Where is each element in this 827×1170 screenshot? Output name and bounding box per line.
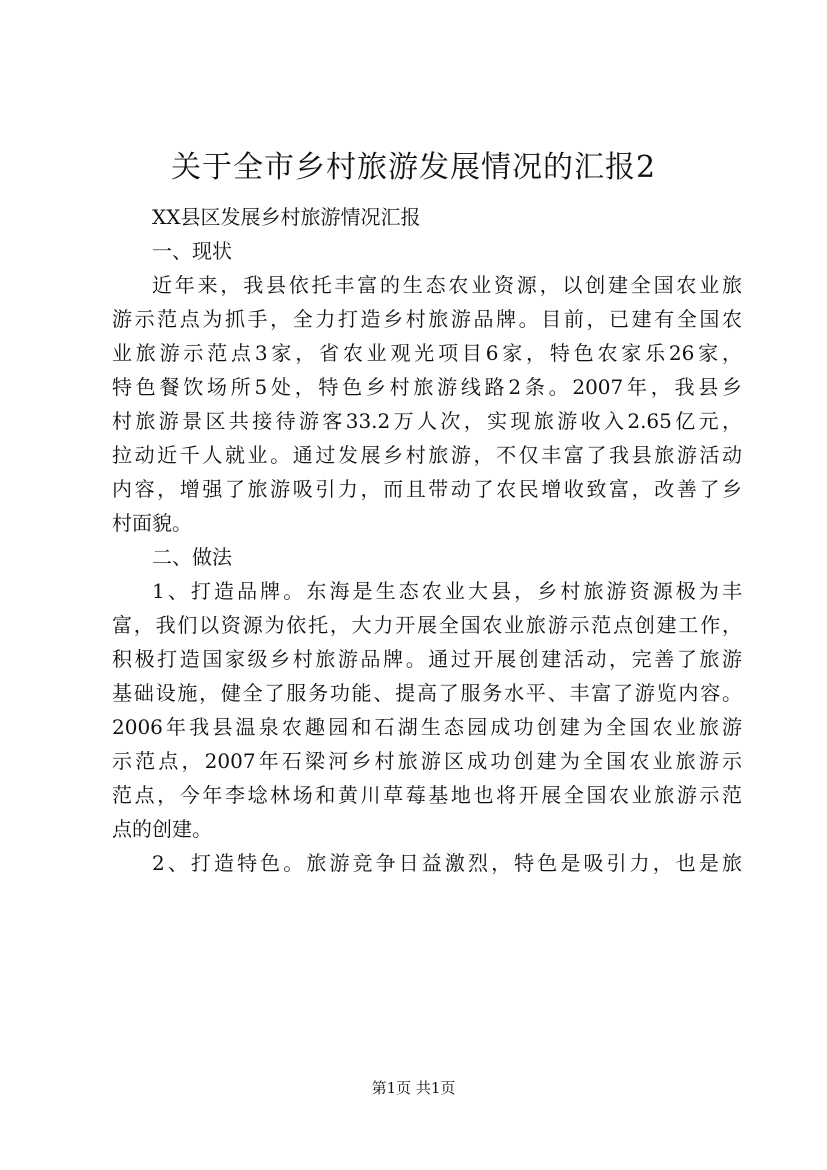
text-line: 拉动近千人就业。通过发展乡村旅游，不仅丰富了我县旅游活动 bbox=[112, 443, 742, 467]
text-line: 1、打造品牌。东海是生态农业大县，乡村旅游资源极为丰 bbox=[152, 579, 742, 603]
text-line: 近年来，我县依托丰富的生态农业资源，以创建全国农业旅 bbox=[152, 273, 742, 297]
text-line: 二、做法 bbox=[152, 545, 232, 569]
document-body bbox=[112, 200, 742, 880]
text-line: 内容，增强了旅游吸引力，而且带动了农民增收致富，改善了乡 bbox=[112, 477, 742, 501]
page-footer: 第1页 共1页 bbox=[371, 1079, 456, 1097]
text-line: 村旅游景区共接待游客33.2万人次，实现旅游收入2.65亿元， bbox=[112, 409, 742, 433]
text-line: 特色餐饮场所5处，特色乡村旅游线路2条。2007年，我县乡 bbox=[112, 375, 742, 399]
text-line: 村面貌。 bbox=[112, 511, 192, 535]
text-line: 点的创建。 bbox=[112, 817, 212, 841]
text-line: XX县区发展乡村旅游情况汇报 bbox=[152, 205, 421, 229]
text-line: 范点，今年李埝林场和黄川草莓基地也将开展全国农业旅游示范 bbox=[112, 783, 742, 807]
text-line: 一、现状 bbox=[152, 239, 232, 263]
text-line: 富，我们以资源为依托，大力开展全国农业旅游示范点创建工作， bbox=[112, 613, 742, 637]
text-line: 2006年我县温泉农趣园和石湖生态园成功创建为全国农业旅游 bbox=[112, 715, 742, 739]
text-line: 游示范点为抓手，全力打造乡村旅游品牌。目前，已建有全国农 bbox=[112, 307, 742, 331]
text-line: 示范点，2007年石梁河乡村旅游区成功创建为全国农业旅游示 bbox=[112, 749, 742, 773]
text-line: 2、打造特色。旅游竞争日益激烈，特色是吸引力，也是旅 bbox=[152, 851, 742, 875]
document-title: 关于全市乡村旅游发展情况的汇报2 bbox=[170, 150, 657, 185]
text-line: 基础设施，健全了服务功能、提高了服务水平、丰富了游览内容。 bbox=[112, 681, 742, 705]
text-line: 积极打造国家级乡村旅游品牌。通过开展创建活动，完善了旅游 bbox=[112, 647, 742, 671]
text-line: 业旅游示范点3家，省农业观光项目6家，特色农家乐26家， bbox=[112, 341, 742, 365]
